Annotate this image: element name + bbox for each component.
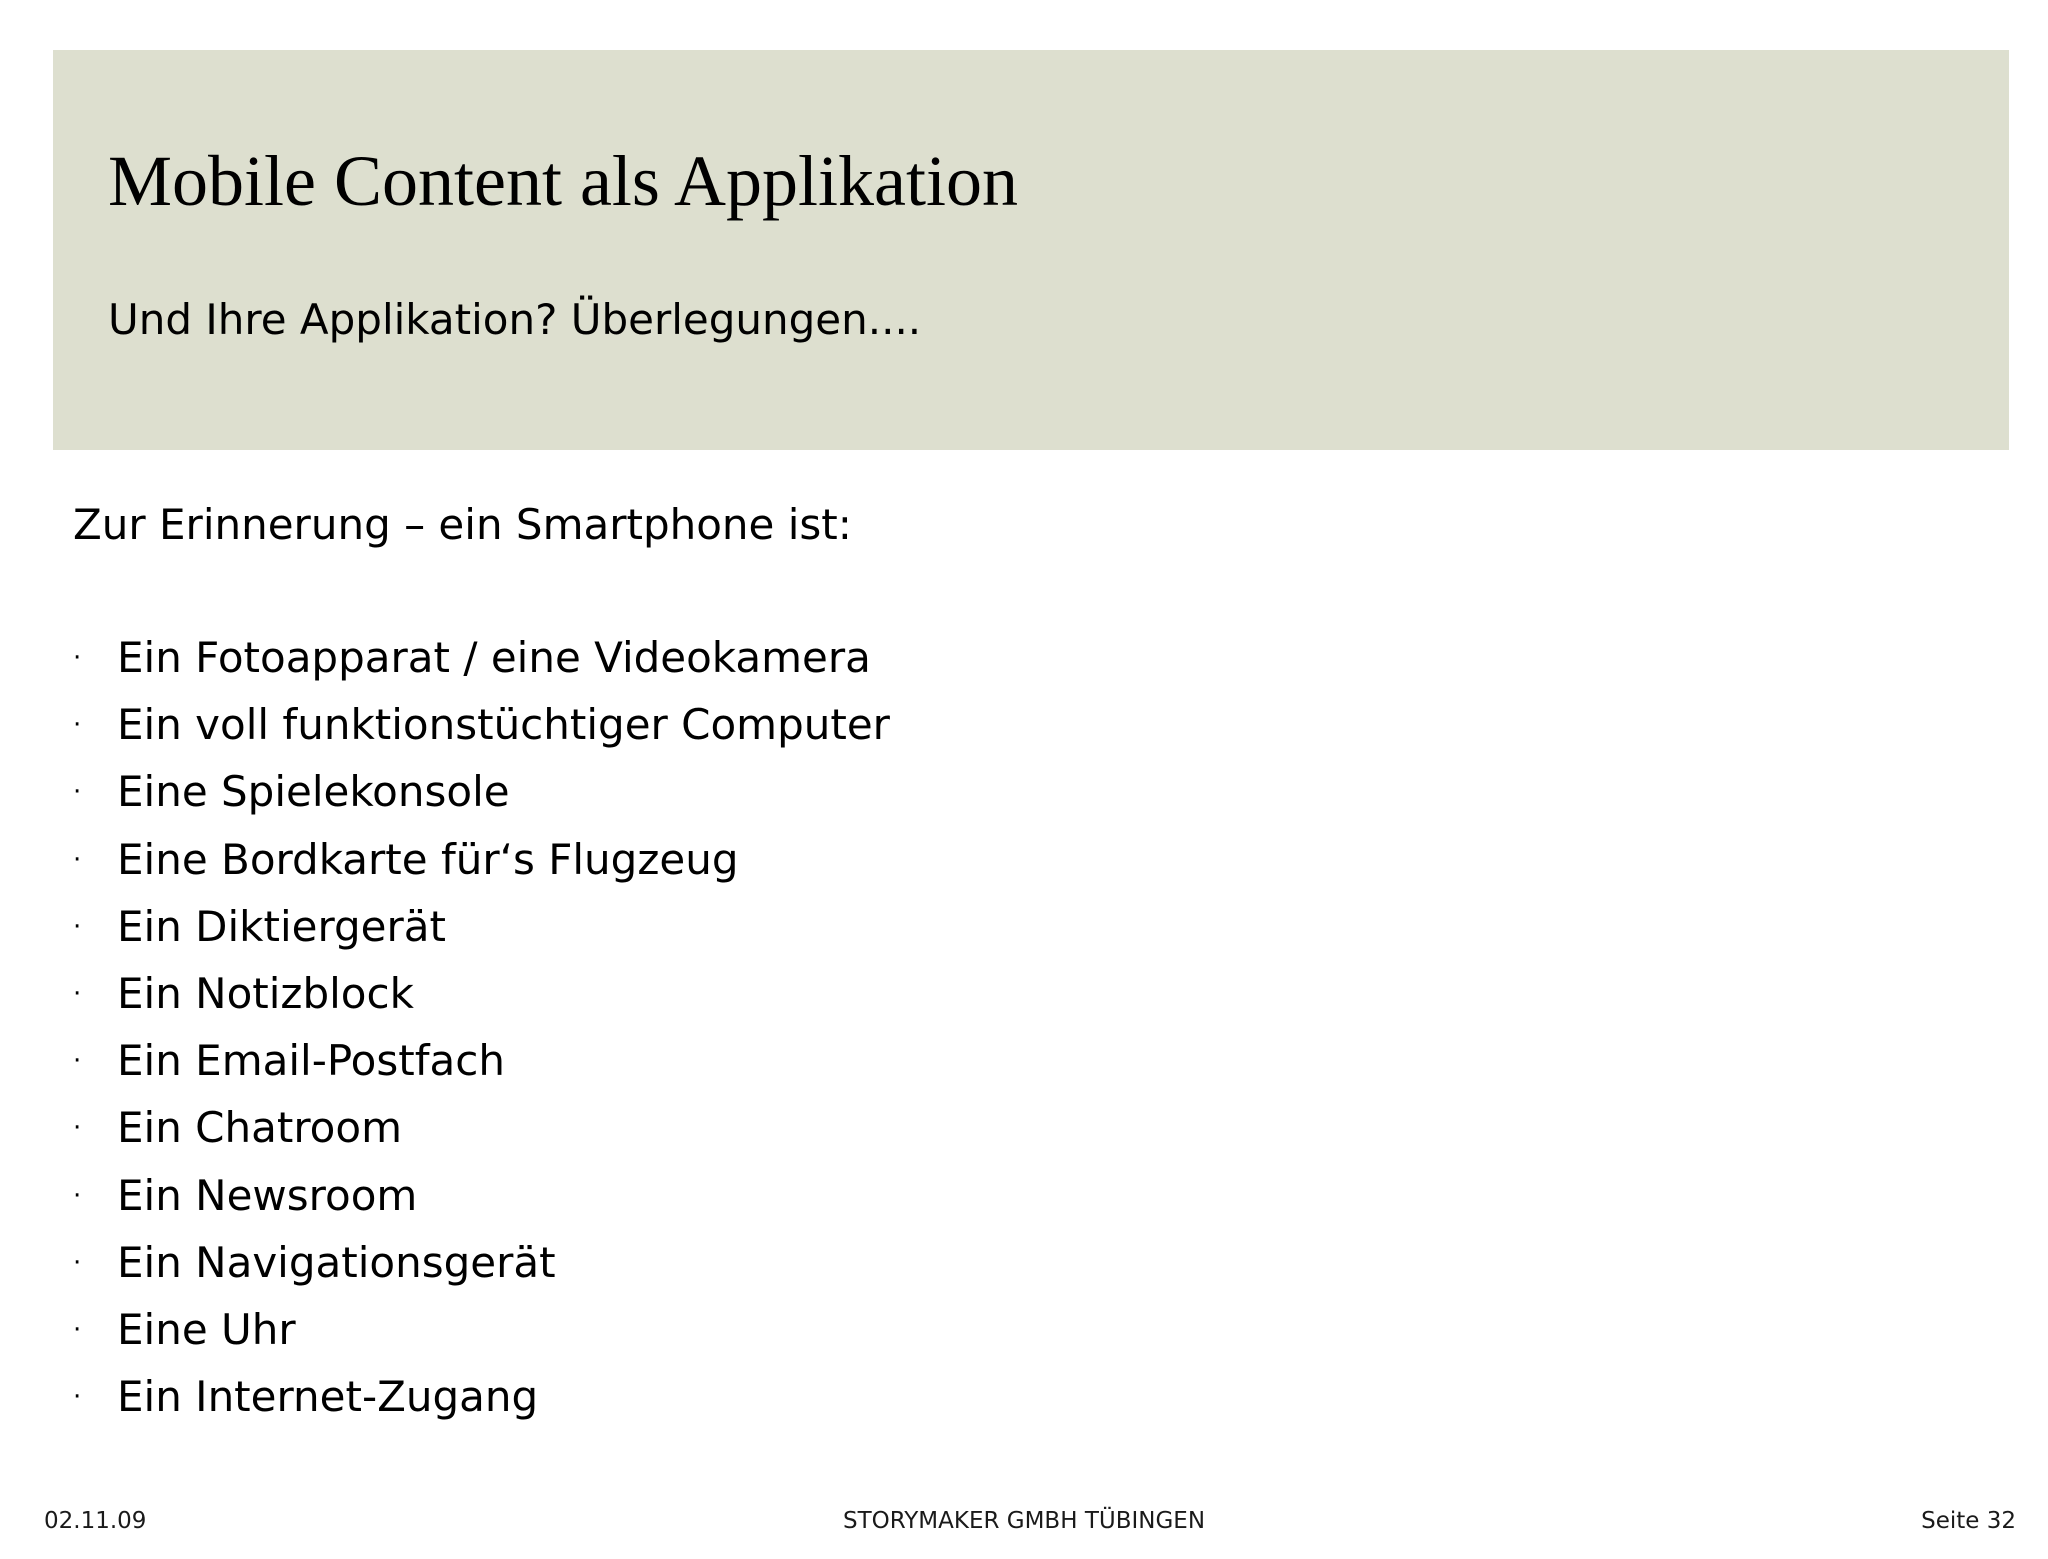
list-item-text: Eine Spielekonsole [117,767,510,817]
bullet-icon: · [73,844,82,875]
bullet-icon: · [73,1314,82,1345]
bullet-icon: · [73,777,82,808]
bullet-icon: · [73,1180,82,1211]
title-banner [53,50,2009,450]
bullet-icon: · [73,1382,82,1413]
list-item-text: Ein voll funktionstüchtiger Computer [117,700,890,750]
list-item-text: Ein Internet-Zugang [117,1372,539,1422]
slide-subtitle: Und Ihre Applikation? Überlegungen.... [108,295,922,344]
list-item-text: Ein Email-Postfach [117,1036,505,1086]
list-item-text: Ein Diktiergerät [117,901,446,951]
footer-page-number: Seite 32 [1921,1508,2016,1534]
slide-title: Mobile Content als Applikation [108,141,1018,221]
bullet-icon: · [73,643,82,673]
bullet-icon: · [73,710,82,741]
list-item-text: Ein Chatroom [117,1103,402,1153]
bullet-icon: · [73,1247,82,1278]
bullet-icon: · [73,1046,82,1077]
list-item-text: Eine Bordkarte für‘s Flugzeug [117,834,739,884]
bullet-icon: · [73,978,82,1009]
list-item-text: Eine Uhr [117,1304,296,1354]
list-item-text: Ein Navigationsgerät [117,1237,556,1287]
bullet-icon: · [73,911,82,942]
bullet-icon: · [73,1113,82,1144]
footer-date: 02.11.09 [44,1508,147,1534]
footer-company: STORYMAKER GMBH TÜBINGEN [842,1508,1206,1534]
list-item-text: Ein Newsroom [117,1170,418,1220]
intro-text: Zur Erinnerung – ein Smartphone ist: [73,500,852,549]
list-item-text: Ein Fotoapparat / eine Videokamera [117,633,871,682]
list-item-text: Ein Notizblock [117,968,414,1018]
